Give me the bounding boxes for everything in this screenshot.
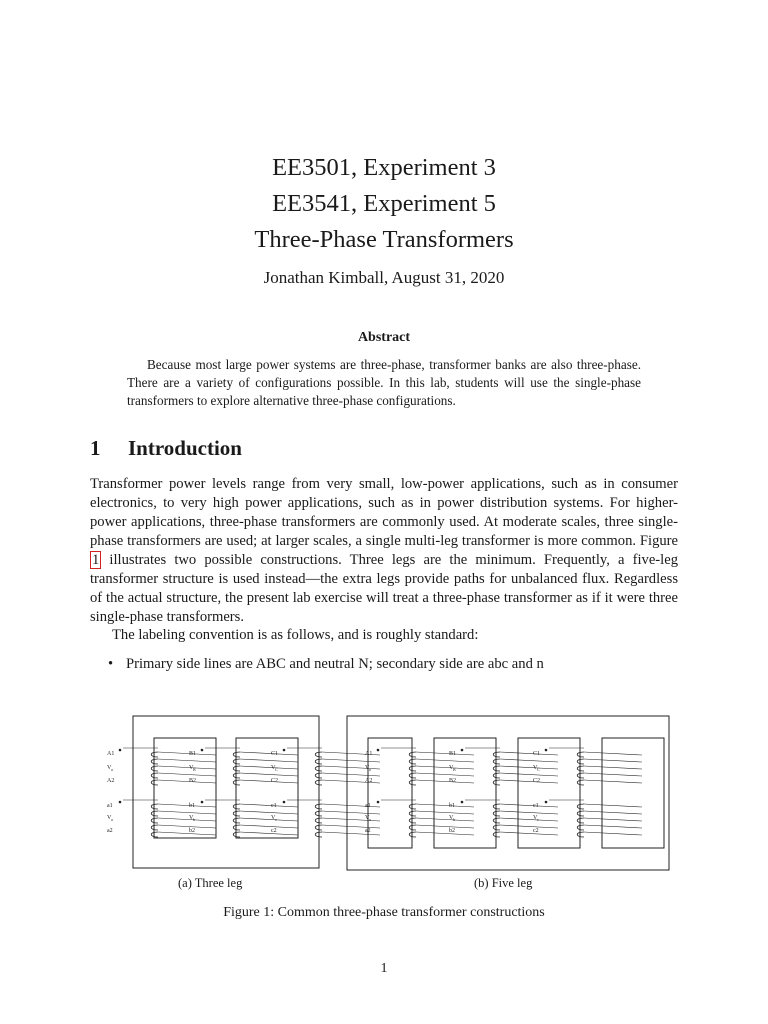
winding-label-A1: A1 (107, 751, 115, 757)
three-leg-window-1 (154, 738, 216, 838)
subcaption-five-leg: (b) Five leg (474, 876, 533, 890)
polarity-dot (377, 749, 380, 752)
winding-label-a2: a2 (365, 828, 371, 834)
primary-coil-b0 (409, 752, 416, 785)
primary-coil-b1-wire (500, 766, 558, 769)
title-block (0, 150, 768, 258)
primary-coil-a2-wire (322, 773, 380, 776)
primary-coil-b1-wire (500, 752, 558, 755)
primary-coil-b2 (577, 752, 584, 785)
three-leg-core-outer (133, 716, 319, 868)
primary-coil-b2-wire (584, 780, 642, 783)
primary-coil-a1-wire (240, 773, 298, 776)
secondary-coil-b2 (577, 804, 584, 837)
voltage-subscript: b (193, 817, 195, 822)
polarity-dot (119, 801, 122, 804)
voltage-subscript: c (537, 817, 539, 822)
polarity-dot (545, 801, 548, 804)
winding-label-B2: B2 (449, 778, 457, 784)
winding-label-a1: a1 (107, 803, 113, 809)
section-title: Introduction (128, 436, 242, 460)
secondary-coil-b1 (493, 804, 500, 837)
secondary-coil-b0-wire (416, 832, 474, 835)
primary-coil-a0-wire (158, 780, 216, 783)
title-line-2: EE3541, Experiment 5 (272, 190, 496, 217)
voltage-label: V (107, 815, 112, 821)
voltage-label: V (271, 765, 276, 771)
author-line: Jonathan Kimball, August 31, 2020 (263, 268, 505, 287)
polarity-dot (461, 749, 464, 752)
abstract-text: Because most large power systems are three-phase, transformer banks are also three-phase. There are a variety of configurations possible. In this lab, students will use the single-phase transformers to explore alternative three-phase configurations. (127, 357, 641, 408)
winding-label-C1: C1 (533, 751, 541, 757)
polarity-dot (201, 749, 204, 752)
voltage-label: V (449, 815, 454, 821)
polarity-dot (461, 801, 464, 804)
voltage-subscript: C (537, 767, 540, 772)
secondary-coil-b2-wire (584, 825, 642, 828)
secondary-coil-a1-wire (240, 832, 298, 835)
secondary-coil-a2-wire (322, 832, 380, 835)
secondary-coil-b2-wire (584, 818, 642, 821)
winding-label-b2: b2 (189, 828, 195, 834)
secondary-coil-b1-wire (500, 832, 558, 835)
winding-label-c2: c2 (271, 828, 277, 834)
primary-coil-a0-wire (158, 752, 216, 755)
winding-label-b1: b1 (449, 803, 455, 809)
primary-coil-b2-wire (584, 759, 642, 762)
section-heading (90, 436, 242, 461)
section-number: 1 (90, 436, 101, 460)
primary-coil-b0-wire (416, 759, 474, 762)
primary-coil-a0-wire (158, 773, 216, 776)
secondary-coil-a0-wire (158, 818, 216, 821)
primary-coil-b1-wire (500, 773, 558, 776)
secondary-coil-a1-wire (240, 804, 298, 807)
primary-coil-b2-wire (584, 766, 642, 769)
voltage-label: V (533, 765, 538, 771)
voltage-subscript: c (275, 817, 277, 822)
figure-caption: Figure 1: Common three-phase transformer constructions (223, 905, 545, 920)
polarity-dot (283, 801, 286, 804)
voltage-subscript: a (369, 767, 371, 772)
secondary-coil-a1-wire (240, 825, 298, 828)
winding-label-C2: C2 (533, 778, 541, 784)
title-line-3: Three-Phase Transformers (254, 226, 514, 253)
transformer-diagrams (96, 712, 676, 882)
primary-coil-a1 (233, 752, 240, 785)
primary-coil-b0-wire (416, 780, 474, 783)
winding-label-A1: A1 (365, 751, 373, 757)
primary-coil-b2-wire (584, 752, 642, 755)
primary-coil-b1-wire (500, 780, 558, 783)
voltage-label: V (107, 765, 112, 771)
winding-label-C1: C1 (271, 751, 279, 757)
secondary-coil-b0-wire (416, 811, 474, 814)
intro-text-b: illustrates two possible constructions. Three legs are the minimum. Frequently, a five-leg transformer structure is used instead—the extra legs provide paths for unbalanced flux. Regardless of the actual structure, the present lab exercise will treat a three-phase transformer as if it were three single-phase transformers. (90, 552, 678, 625)
secondary-coil-b1-wire (500, 818, 558, 821)
secondary-coil-b0-wire (416, 804, 474, 807)
secondary-coil-b0-wire (416, 825, 474, 828)
polarity-dot (201, 801, 204, 804)
polarity-dot (283, 749, 286, 752)
secondary-coil-a2-wire (322, 811, 380, 814)
winding-label-B1: B1 (189, 751, 197, 757)
voltage-subscript: B (193, 767, 196, 772)
primary-coil-b1 (493, 752, 500, 785)
secondary-coil-a0 (151, 804, 158, 837)
secondary-coil-b2-wire (584, 832, 642, 835)
voltage-subscript: a (111, 817, 113, 822)
primary-coil-a1-wire (240, 752, 298, 755)
secondary-coil-b0 (409, 804, 416, 837)
primary-coil-a1-wire (240, 766, 298, 769)
bullet-item (108, 655, 678, 674)
secondary-coil-b1-wire (500, 811, 558, 814)
five-leg-core-outer (347, 716, 669, 870)
primary-coil-a0 (151, 752, 158, 785)
secondary-coil-a2-wire (322, 825, 380, 828)
secondary-coil-a2-wire (322, 804, 380, 807)
primary-coil-b0-wire (416, 766, 474, 769)
voltage-subscript: a (111, 767, 113, 772)
primary-coil-a0-wire (158, 759, 216, 762)
voltage-label: V (189, 765, 194, 771)
voltage-label: V (533, 815, 538, 821)
primary-coil-a0-wire (158, 766, 216, 769)
primary-coil-b0-wire (416, 752, 474, 755)
subcaption-three-leg: (a) Three leg (178, 876, 243, 890)
secondary-coil-a0-wire (158, 825, 216, 828)
figure-reference-link[interactable]: 1 (92, 552, 100, 568)
primary-coil-a1-wire (240, 780, 298, 783)
winding-label-c1: c1 (271, 803, 277, 809)
bullet-text: Primary side lines are ABC and neutral N; secondary side are abc and n (126, 656, 544, 672)
secondary-coil-a0-wire (158, 832, 216, 835)
winding-label-a2: a2 (107, 828, 113, 834)
abstract-heading: Abstract (357, 330, 411, 345)
winding-label-b2: b2 (449, 828, 455, 834)
winding-label-a1: a1 (365, 803, 371, 809)
secondary-coil-a1-wire (240, 818, 298, 821)
page-number: 1 (380, 961, 388, 976)
voltage-label: V (365, 765, 370, 771)
three-leg-window-2 (236, 738, 298, 838)
secondary-coil-a0-wire (158, 811, 216, 814)
labeling-paragraph: The labeling convention is as follows, and is roughly standard: (112, 627, 479, 643)
secondary-coil-b2-wire (584, 804, 642, 807)
secondary-coil-b2-wire (584, 811, 642, 814)
winding-label-B1: B1 (449, 751, 457, 757)
voltage-label: V (449, 765, 454, 771)
voltage-subscript: b (453, 817, 455, 822)
voltage-label: V (271, 815, 276, 821)
winding-label-A2: A2 (107, 778, 115, 784)
title-line-1: EE3501, Experiment 3 (272, 154, 496, 181)
polarity-dot (377, 801, 380, 804)
winding-label-b1: b1 (189, 803, 195, 809)
bullet-icon: • (108, 656, 114, 672)
secondary-coil-a2-wire (322, 818, 380, 821)
primary-coil-a1-wire (240, 759, 298, 762)
voltage-label: V (189, 815, 194, 821)
figure-1 (96, 712, 676, 882)
secondary-coil-b0-wire (416, 818, 474, 821)
secondary-coil-b1-wire (500, 804, 558, 807)
primary-coil-b2-wire (584, 773, 642, 776)
winding-label-B2: B2 (189, 778, 197, 784)
secondary-coil-a1-wire (240, 811, 298, 814)
primary-coil-b0-wire (416, 773, 474, 776)
primary-coil-b1-wire (500, 759, 558, 762)
primary-coil-a2-wire (322, 766, 380, 769)
secondary-coil-a0-wire (158, 804, 216, 807)
primary-coil-a2-wire (322, 759, 380, 762)
winding-label-c2: c2 (533, 828, 539, 834)
winding-label-c1: c1 (533, 803, 539, 809)
winding-label-C2: C2 (271, 778, 279, 784)
winding-label-A2: A2 (365, 778, 373, 784)
voltage-label: V (365, 815, 370, 821)
polarity-dot (545, 749, 548, 752)
intro-paragraph (90, 475, 678, 627)
voltage-subscript: a (369, 817, 371, 822)
voltage-subscript: C (275, 767, 278, 772)
intro-text-a: Transformer power levels range from very small, low-power applications, such as in consumer electronics, to very high power applications, such as in power distribution systems. For higher-power applications, three-phase transformers are commonly used. At moderate scales, three single-phase transformers are used; at larger scales, a single multi-leg transformer is more common. Figure (90, 476, 678, 549)
voltage-subscript: B (453, 767, 456, 772)
secondary-coil-b1-wire (500, 825, 558, 828)
secondary-coil-a1 (233, 804, 240, 837)
polarity-dot (119, 749, 122, 752)
